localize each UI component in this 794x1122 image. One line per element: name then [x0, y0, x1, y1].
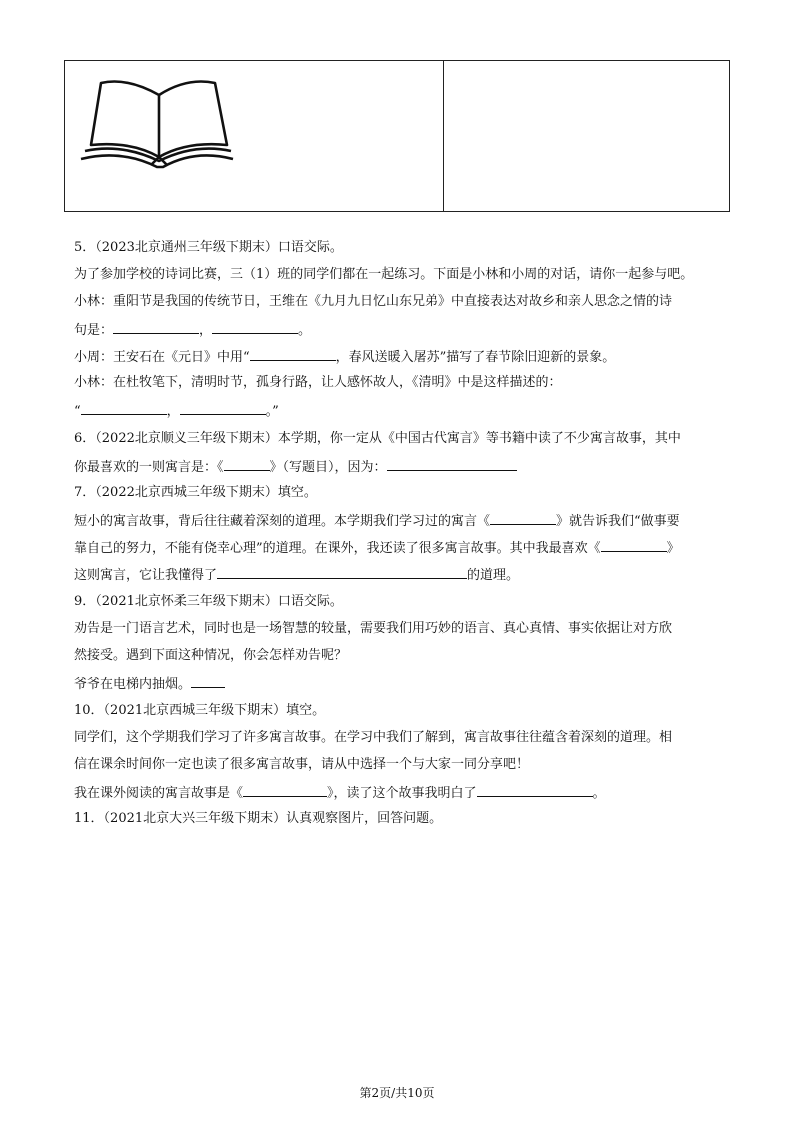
q6-line-2: 你最喜欢的一则寓言是：《 》（写题目），因为： [74, 458, 734, 476]
answer-blank[interactable] [180, 402, 266, 415]
q9-line-2: 然接受。遇到下面这种情况，你会怎样劝告呢？ [74, 648, 348, 663]
q10-line-2: 信在课余时间你一定也读了很多寓言故事，请从中选择一个与大家一同分享吧！ [74, 757, 530, 772]
answer-blank[interactable] [490, 512, 556, 525]
answer-blank[interactable] [113, 321, 199, 334]
q6-line-1: 6．（2022北京顺义三年级下期末）本学期，你一定从《中国古代寓言》等书籍中读了不少寓言故事，其中 [74, 431, 681, 446]
answer-blank[interactable] [387, 458, 517, 471]
q7-line-2: 靠自己的努力，不能有侥幸心理”的道理。在课外，我还读了很多寓言故事。其中我最喜欢《 》 [74, 541, 680, 556]
picture-table [64, 60, 730, 212]
q5-heading: 5．（2023北京通州三年级下期末）口语交际。 [74, 240, 343, 255]
answer-blank[interactable] [224, 458, 270, 471]
q7-line-1: 短小的寓言故事，背后往往藏着深刻的道理。本学期我们学习过的寓言《 》就告诉我们“做事要 [74, 514, 680, 529]
q5-dialogue-3: 小林：在杜牧笔下，清明时节，孤身行路，让人感怀故人，《清明》中是这样描述的： [74, 375, 562, 390]
q10-line-3: 我在课外阅读的寓言故事是《 》，读了这个故事我明白了 。 [74, 786, 606, 801]
answer-blank[interactable] [477, 784, 593, 797]
answer-cell[interactable] [444, 61, 729, 211]
q10-heading: 10．（2021北京西城三年级下期末）填空。 [74, 703, 326, 718]
q11-heading: 11．（2021北京大兴三年级下期末）认真观察图片，回答问题。 [74, 811, 443, 826]
q7-heading: 7．（2022北京西城三年级下期末）填空。 [74, 485, 317, 500]
open-book-illustration [75, 75, 235, 171]
q5-dialogue-2: 小周：王安石在《元日》中用“ ，春风送暖入屠苏”描写了春节除旧迎新的景象。 [74, 350, 616, 365]
picture-cell [65, 61, 444, 211]
q9-heading: 9．（2021北京怀柔三年级下期末）口语交际。 [74, 594, 343, 609]
answer-blank[interactable] [191, 675, 225, 688]
q5-dialogue-1: 小林：重阳节是我国的传统节日，王维在《九月九日忆山东兄弟》中直接表达对故乡和亲人思念之情的诗 [74, 294, 673, 309]
q5-dialogue-1-answer: 句是： ， 。 [74, 323, 312, 338]
q7-line-3: 这则寓言，它让我懂得了 的道理。 [74, 568, 520, 583]
answer-blank[interactable] [250, 348, 336, 361]
answer-blank[interactable] [243, 784, 327, 797]
page-footer: 第2页/共10页 [359, 1086, 435, 1100]
q5-dialogue-3-answer: “ ， 。” [74, 404, 279, 419]
answer-blank[interactable] [81, 402, 167, 415]
q9-line-3: 爷爷在电梯内抽烟。 [74, 675, 734, 693]
q5-intro: 为了参加学校的诗词比赛，三（1）班的同学们都在一起练习。下面是小林和小周的对话，请你一起参与吧。 [74, 267, 694, 282]
q10-line-1: 同学们，这个学期我们学习了许多寓言故事。在学习中我们了解到，寓言故事往往蕴含着深刻的道理。相 [74, 730, 673, 745]
answer-blank[interactable] [212, 321, 298, 334]
answer-blank[interactable] [601, 539, 667, 552]
answer-blank[interactable] [217, 566, 467, 579]
q9-line-1: 劝告是一门语言艺术，同时也是一场智慧的较量，需要我们用巧妙的语言、真心真情、事实依据让对方欣 [74, 621, 673, 636]
